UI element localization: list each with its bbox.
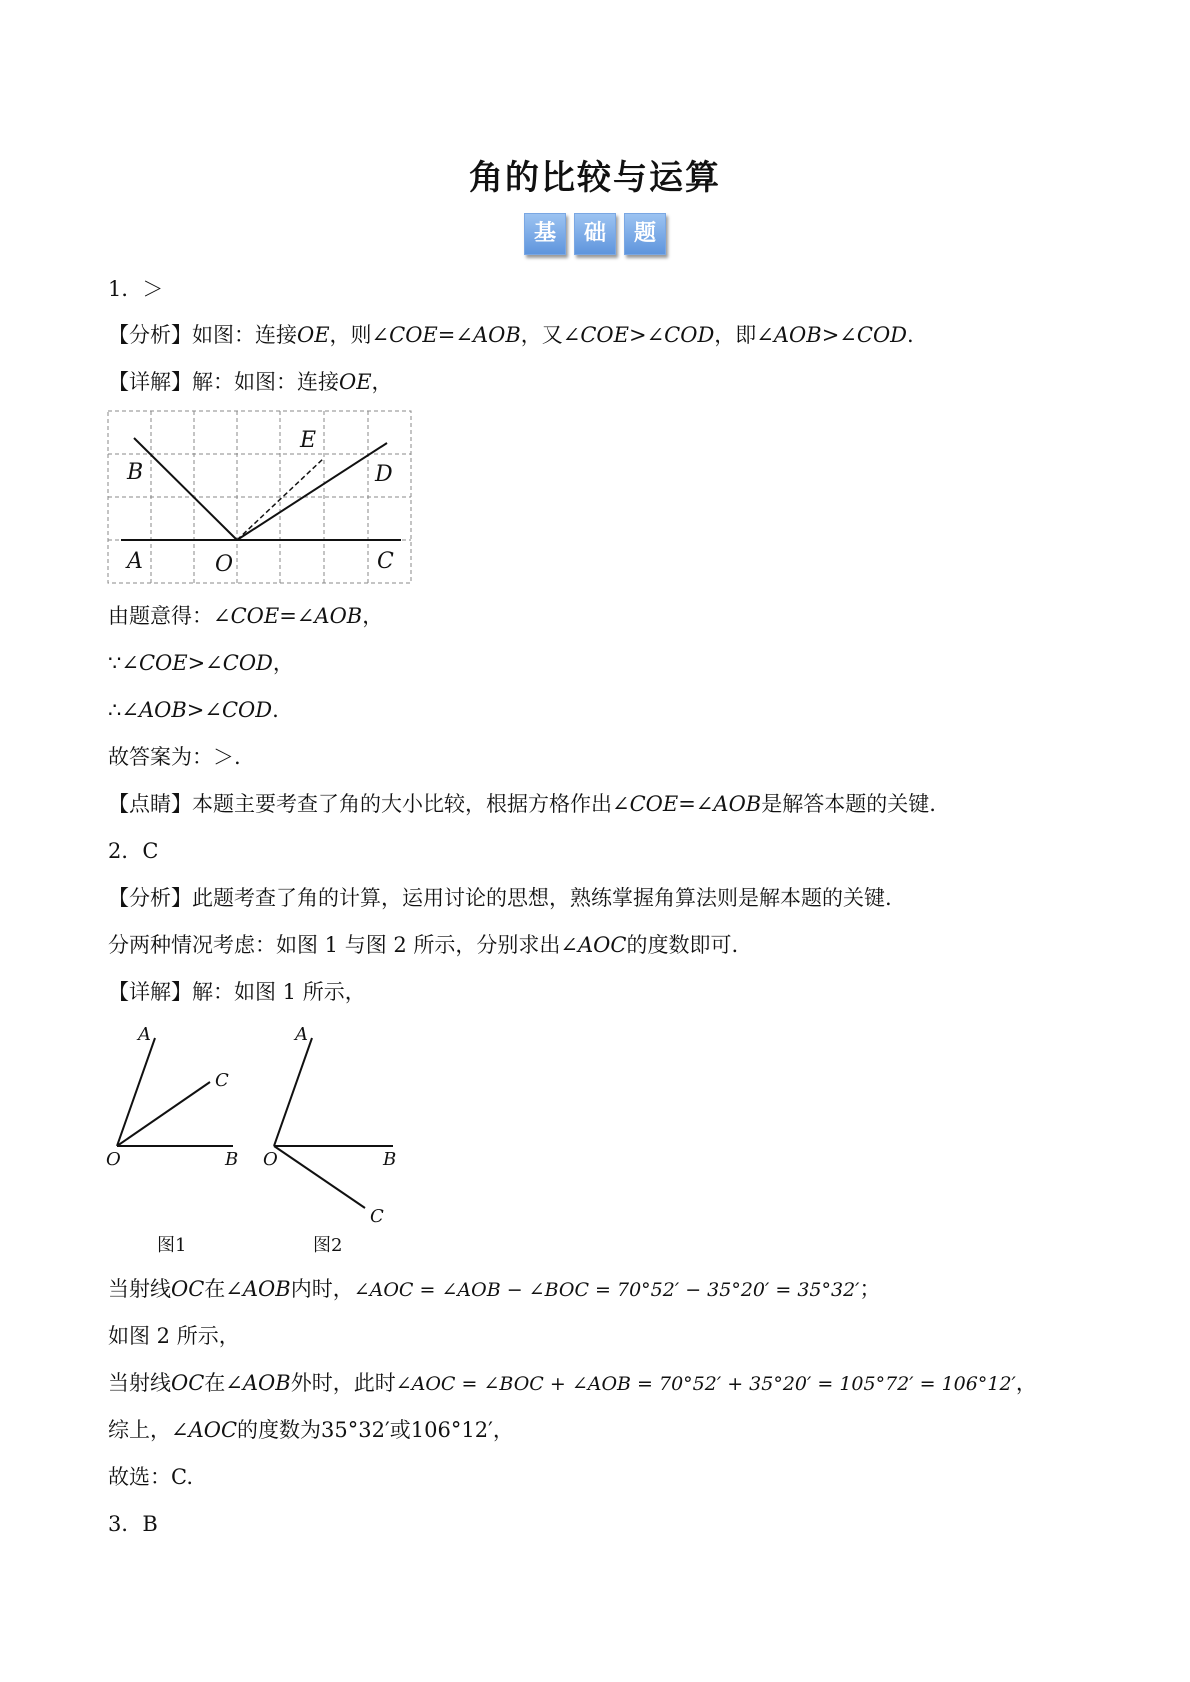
text: 【详解】解：如图：连接 [108,370,339,394]
math: 35°32′ [321,1418,390,1442]
math: OC [171,1371,205,1395]
text: ，则 [329,323,372,347]
fig2-label-O: O [263,1149,278,1170]
math: OC [171,1277,205,1301]
label-E: E [300,428,317,453]
text: 的度数即可. [626,933,739,957]
math: ∠COE=∠AOB [612,792,762,816]
text: 分两种情况考虑：如图 1 与图 2 所示，分别求出 [108,933,561,957]
fig1-label-C: C [215,1070,229,1091]
q2-case-1 [108,1276,881,1303]
page-title: 角的比较与运算 [469,158,721,198]
q2-fig2-intro: 如图 2 所示， [108,1324,240,1348]
q2-choice: 故选：C. [108,1465,193,1489]
q1-grid-figure [107,410,413,585]
q1-analysis [108,322,914,348]
q1-step-2 [108,650,294,676]
text: 的度数为 [237,1418,322,1442]
text: 外时，此时 [290,1371,396,1395]
text: ， [362,604,384,628]
label-A: A [127,549,143,574]
q1-answer: 故答案为：＞. [108,745,241,769]
text: ∴ [108,698,122,722]
label-O: O [215,552,234,577]
text: 由题意得： [108,604,213,628]
label-C: C [377,549,394,574]
q2-analysis-2 [108,932,738,958]
math: 106°12′ [410,1418,493,1442]
text: ， [272,651,294,675]
q2-analysis: 【分析】此题考查了角的计算，运用讨论的思想，熟练掌握角算法则是解本题的关键. [108,886,892,910]
text: 【点睛】本题主要考查了角的大小比较，根据方格作出 [108,792,612,816]
fig2-label-B: B [383,1149,397,1170]
math: ∠COE>∠COD [562,323,715,347]
text: 当射线 [108,1277,171,1301]
text: 当射线 [108,1371,171,1395]
math: ∠AOC = ∠AOB − ∠BOC = 70°52′ − 35°20′ = 35°32′ [353,1279,860,1301]
fig1-caption: 图1 [157,1235,187,1256]
text: 是解答本题的关键. [761,792,936,816]
q1-step-1 [108,603,383,629]
q1-comment [108,791,936,817]
fig2-ray-OC [274,1146,365,1208]
text: . [272,698,279,722]
math: OE [339,370,372,394]
fig2-ray-OA [274,1038,312,1146]
q2-case-2 [108,1370,1037,1397]
fig1-label-O: O [106,1149,121,1170]
q2-summary [108,1417,514,1443]
math: ∠AOB [225,1371,291,1395]
math: ∠AOB [225,1277,291,1301]
text: 在 [204,1371,226,1395]
math: OE [297,323,330,347]
q2-detail: 【详解】解：如图 1 所示， [108,980,366,1004]
math: ∠COE=∠AOB [213,604,363,628]
text: 内时， [290,1277,354,1301]
math: ∠AOB>∠COD [121,698,273,722]
text: ∵ [108,651,122,675]
text: ，即 [714,323,757,347]
fig1-ray-OC [117,1082,210,1146]
text: 【分析】如图：连接 [108,323,297,347]
badge-char-3: 题 [624,213,666,255]
text: ， [1015,1371,1037,1395]
math: ∠COE=∠AOB [371,323,521,347]
text: ， [492,1418,514,1442]
label-D: D [375,462,393,487]
math: ∠COE>∠COD [121,651,273,675]
q1-detail [108,369,393,395]
q2-figures [100,1018,410,1256]
fig1-label-A: A [138,1024,151,1045]
difficulty-badge [0,213,1190,255]
math: ∠AOB>∠COD [756,323,908,347]
math: ∠AOC [171,1418,238,1442]
badge-char-1: 基 [524,213,566,255]
fig2-label-A: A [295,1024,308,1045]
text: ； [859,1277,881,1301]
text: 或 [389,1418,411,1442]
label-B: B [127,460,144,485]
q3-number: 3．B [108,1512,158,1536]
math: ∠AOC [560,933,627,957]
text: 在 [204,1277,226,1301]
fig1-label-B: B [225,1149,239,1170]
fig2-caption: 图2 [313,1235,343,1256]
q2-number: 2．C [108,839,159,863]
q1-step-3 [108,697,279,723]
fig1-ray-OA [117,1038,155,1146]
fig2-label-C: C [370,1206,384,1227]
badge-char-2: 础 [574,213,616,255]
text: 综上， [108,1418,171,1442]
q1-number: 1．＞ [108,277,164,301]
math: ∠AOC = ∠BOC + ∠AOB = 70°52′ + 35°20′ = 105°72′ = 106°12′ [395,1373,1016,1395]
text: . [907,323,914,347]
text: ，又 [520,323,563,347]
text: ， [371,370,393,394]
